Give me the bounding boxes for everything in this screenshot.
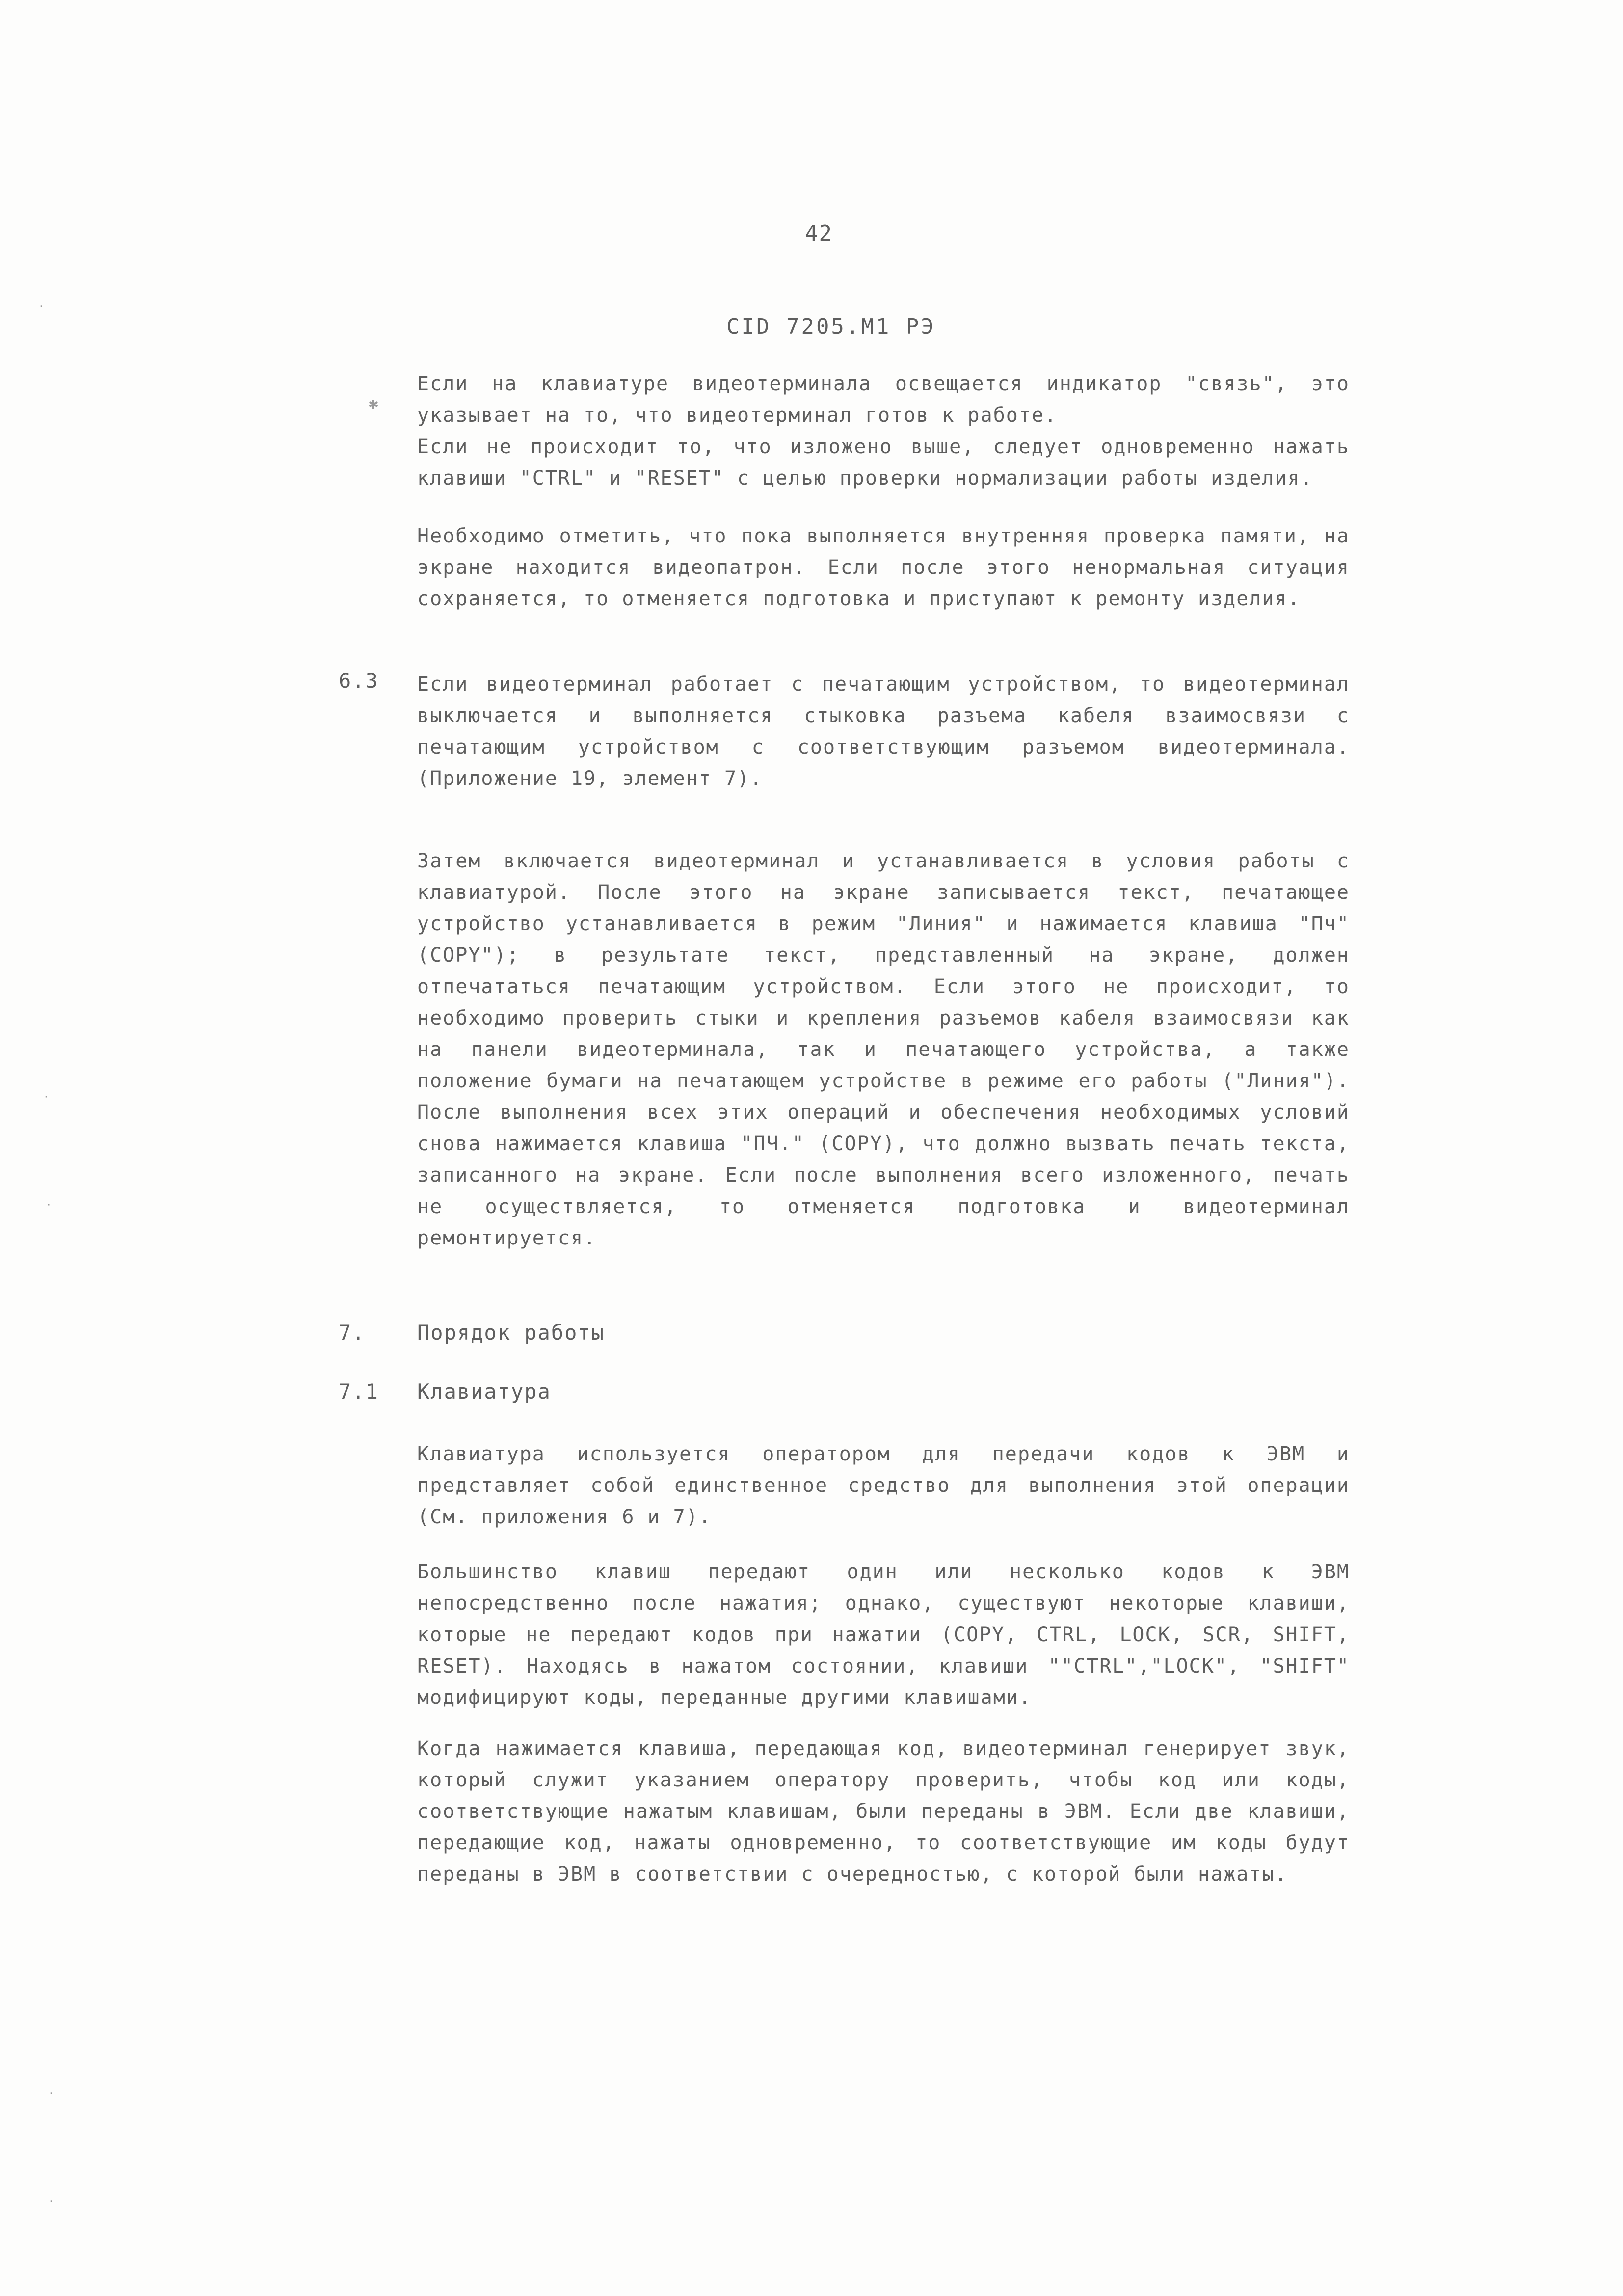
- section-6-3-paragraph-1: Если видеотерминал работает с печатающим устройством, то видеотерминал выключается и выполняется стыковка разъема кабеля взаимосвязи с печатающим устройством с соответствующим разъемом видеотерминала. (Приложение 19, элемент 7).: [417, 673, 1350, 790]
- section-title-7-1: Клавиатура: [417, 1379, 551, 1404]
- section-7-1-paragraph-3: Когда нажимается клавиша, передающая код, видеотерминал генерирует звук, который служит указанием оператору проверить, чтобы код или коды, соответствующие нажатым клавишам, были переданы в ЭВМ. Если две клавиши, передающие код, нажаты одновременно, то соответствующие им коды будут переданы в ЭВМ в соответствии с очередностью, с которой были нажаты.: [417, 1737, 1350, 1886]
- intro-paragraph-2: Если не происходит то, что изложено выше, следует одновременно нажать клавиши "CTRL" и "RESET" с целью проверки нормализации работы изделия.: [417, 435, 1350, 489]
- document-code: CID 7205.M1 РЭ: [726, 314, 936, 339]
- margin-mark: ·: [39, 299, 44, 314]
- margin-mark: ·: [44, 1090, 49, 1105]
- section-number-6-3: 6.3: [339, 669, 379, 693]
- margin-mark: ·: [49, 2086, 53, 2101]
- section-number-7: 7.: [339, 1321, 366, 1345]
- section-6-3-paragraph-2: Затем включается видеотерминал и устанавливается в условия работы с клавиатурой. После этого на экране записывается текст, печатающее устройство устанавливается в режим "Линия" и нажимается клавиша "Пч" (COPY"); в результате текст, представленный на экране, должен отпечататься печатающим устройством. Если этого не происходит, то необходимо проверить стыки и крепления разъемов кабеля взаимосвязи как на панели видеотерминала, так и печатающего устройства, а также положение бумаги на печатающем устройстве в режиме его работы ("Линия"). После выполнения всех этих операций и обеспечения необходимых условий снова нажимается клавиша "ПЧ." (COPY), что должно вызвать печать текста, записанного на экране. Если после выполнения всего изложенного, печать не осуществляется, то отменяется подготовка и видеотерминал ремонтируется.: [417, 850, 1350, 1249]
- intro-paragraph-1: Если на клавиатуре видеотерминала освещается индикатор "связь", это указывает на то, что видеотерминал готов к работе.: [417, 373, 1350, 427]
- section-7-1-paragraph-1: Клавиатура используется оператором для передачи кодов к ЭВМ и представляет собой единственное средство для выполнения этой операции (См. приложения 6 и 7).: [417, 1443, 1350, 1528]
- intro-paragraph-3: Необходимо отметить, что пока выполняется внутренняя проверка памяти, на экране находится видеопатрон. Если после этого ненормальная ситуация сохраняется, то отменяется подготовка и приступают к ремонту изделия.: [417, 525, 1350, 610]
- section-title-7: Порядок работы: [417, 1321, 605, 1345]
- margin-mark: ·: [47, 1198, 51, 1213]
- section-number-7-1: 7.1: [339, 1379, 379, 1404]
- page-number: 42: [805, 221, 833, 246]
- bullet-mark: ✱: [368, 398, 379, 412]
- margin-mark: ·: [49, 2194, 53, 2209]
- section-7-1-paragraph-2: Большинство клавиш передают один или несколько кодов к ЭВМ непосредственно после нажатия; однако, существуют некоторые клавиши, которые не передают кодов при нажатии (COPY, CTRL, LOCK, SCR, SHIFT, RESET). Находясь в нажатом состоянии, клавиши ""CTRL","LOCK", "SHIFT" модифицируют коды, переданные другими клавишами.: [417, 1561, 1350, 1709]
